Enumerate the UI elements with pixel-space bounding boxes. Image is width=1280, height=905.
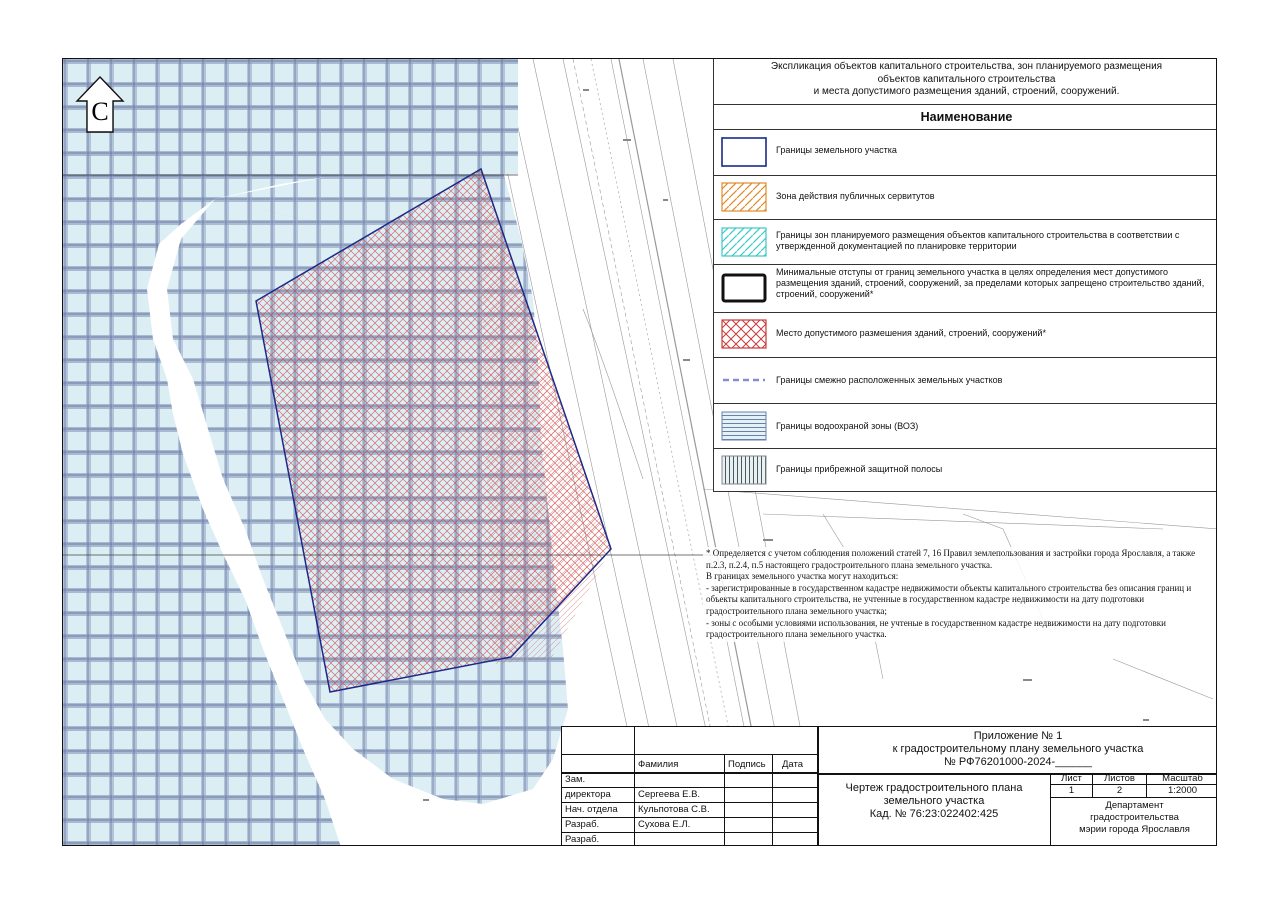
footnote-paragraph: В границах земельного участка могут находиться:: [706, 571, 899, 582]
legend-title: Экспликация объектов капитального строительства, зон планируемого размещения объектов капитального строительства и места допустимого размещения зданий, строений, сооружений.: [770, 61, 1163, 97]
hatch-cyan-icon: [721, 227, 767, 257]
footnote: [703, 547, 1209, 642]
stamp-role: Нач. отдела: [565, 804, 618, 815]
legend-item-label: Границы земельного участка: [776, 145, 897, 155]
sheet-value: 1: [1068, 785, 1075, 796]
stamp-name: Сергеева Е.В.: [638, 789, 701, 800]
legend-item-label: Место допустимого размешения зданий, строений, сооружений*: [776, 328, 1046, 338]
thick-black-icon: [721, 273, 767, 303]
drawing-sheet: [62, 58, 1217, 846]
legend-item-adjacent-parcels: [714, 357, 1217, 404]
scale-label: Масштаб: [1162, 773, 1203, 784]
drawing-title: Чертеж градостроительного плана земельного участка Кад. № 76:23:022402:425: [845, 782, 1023, 820]
coastal-strip-icon: [721, 455, 767, 485]
organization: Департамент градостроительства мэрии города Ярославля: [1079, 800, 1190, 835]
legend-item-parcel-boundary: [714, 129, 1217, 176]
north-letter: С: [91, 97, 109, 126]
legend-item-label: Границы водоохраной зоны (ВОЗ): [776, 421, 919, 431]
col-header-date: Дата: [782, 759, 804, 770]
legend-item-public-easement: [714, 175, 1217, 220]
sheets-label: Листов: [1104, 773, 1135, 784]
appendix-title: Приложение № 1 к градостроительному плану земельного участка № РФ76201000-2024-______: [892, 730, 1144, 768]
footnote-paragraph: - зоны с особыми условиями использования, не учтеные в государственном кадастре недвижимости на дату подготовки градостроительного плана земельного участка.: [706, 617, 1166, 640]
stamp-role: Зам.: [565, 774, 586, 785]
col-header-signature: Подпись: [728, 759, 766, 770]
stamp-role: Разраб.: [565, 819, 600, 830]
legend-item-min-setbacks: [714, 264, 1217, 313]
legend-item-coastal-strip: [714, 448, 1217, 491]
legend-item-label: Границы смежно расположенных земельных участков: [776, 375, 1003, 385]
crosshatch-red-icon: [721, 319, 767, 349]
stamp-name: Сухова Е.Л.: [638, 819, 691, 830]
footnote-paragraph: * Определяется с учетом соблюдения положений статей 7, 16 Правил землепользования и застройки города Ярославля, а также п.2.3, п.2.4, п.5 настоящего градостроительного плана земельного участка.: [706, 548, 1196, 570]
legend-item-label: Границы зон планируемого размещения объектов капитального строительства в соответствии с утвержденной документацией по планировке территории: [776, 230, 1180, 251]
hatch-orange-icon: [721, 182, 767, 212]
legend-column-header: Наименование: [714, 104, 1217, 130]
footnote-paragraph: - зарегистрированные в государственном кадастре недвижимости объекты капитального строительства без описания границ и объекты капитального строительства, не учтенные в государственном кадастре недвижимости на дату подготовки градостроительного плана земельного участка;: [706, 582, 1192, 616]
legend-item-label: Минимальные отступы от границ земельного участка в целях определения мест допустимого размещения зданий, строений, сооружений, за пределами которых запрещено строительство зданий, строений, сооружений*: [776, 267, 1205, 299]
sheets-value: 2: [1116, 785, 1123, 796]
legend-item-water-zone: [714, 403, 1217, 449]
legend-panel: [713, 59, 1217, 492]
legend-item-allowed-placement: [714, 312, 1217, 358]
water-zone-icon: [721, 411, 767, 441]
sheet-label: Лист: [1061, 773, 1082, 784]
legend-item-label: Границы прибрежной защитной полосы: [776, 464, 943, 474]
legend-item-planned-zone: [714, 219, 1217, 265]
title-block: [561, 726, 1217, 846]
col-header-surname: Фамилия: [638, 759, 679, 770]
stamp-role: Разраб.: [565, 834, 600, 845]
scale-value: 1:2000: [1167, 785, 1198, 796]
stamp-role: директора: [565, 789, 611, 800]
north-arrow-icon: [75, 75, 125, 135]
dashed-adjacent-icon: [721, 365, 767, 395]
legend-item-label: Зона действия публичных сервитутов: [776, 191, 935, 201]
boundary-blue-icon: [721, 137, 767, 167]
stamp-name: Кульпотова С.В.: [638, 804, 710, 815]
